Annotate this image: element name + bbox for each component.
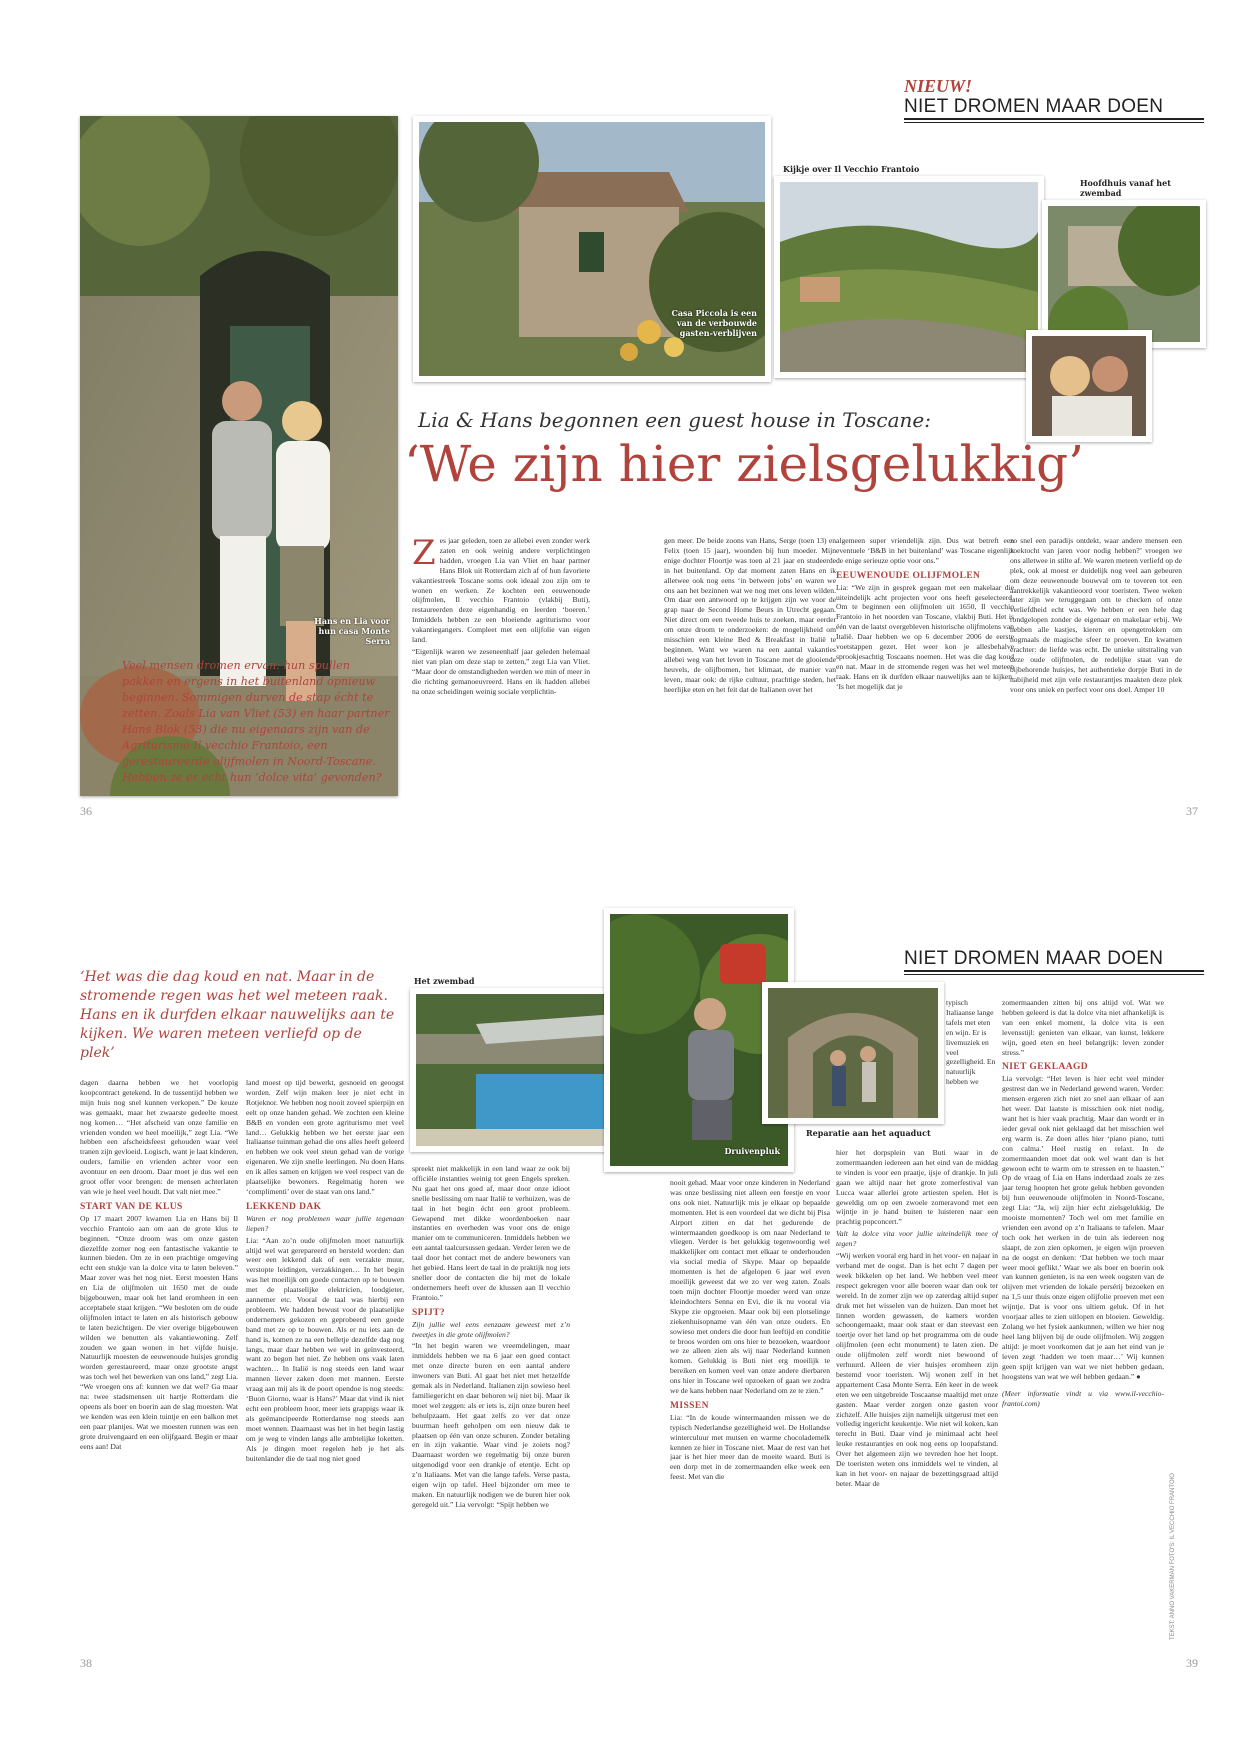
col1-text-2: “Eigenlijk waren we zeseneenhalf jaar geleden helemaal niet van plan om deze stap te zetten,” zegt Lia van Vliet. “Maar door de omstandigheden werden we min of meer in die richting gemanoeuvreerd. Hans en ik hadden allebei na onze scheidingen weinig sociale verplichtin-	[412, 646, 590, 696]
colE-text: hier het dorpsplein van Buti waar in de zomermaanden iedereen aan het eind van de middag te vinden is voor een praatje, ijsje of drankje. In juli gaan we altijd naar het grote zomerfestival van Lucca waar allerlei grote artiesten spelen. Het is geweldig om op een zwoele zomeravond met een wijntje in je hand buiten te luisteren naar een prachtig popconcert.”	[836, 1148, 998, 1227]
colD-text-2: Lia: “In de koude wintermaanden missen we de typisch Nederlandse gezelligheid wel. De Hollandse winterculuur met mutsen en warme chocolademelk kennen ze hier in Toscane niet. Maar de rest van het jaar is het hier meer dan de moeite waard. Buti is een dorp met in de zomermaanden elke week een feest. Met van die	[670, 1412, 830, 1482]
couple-toast-photo	[1026, 330, 1152, 442]
colC-text-2: “In het begin waren we vreemdelingen, maar inmiddels hebben we na 6 jaar een goed contact met onze directe buren en een aantal andere inwoners van Buti. Al gaat het niet met hetzelfde gemak als in Nederland. Italianen zijn sowieso heel familiegericht en daar behoren wij niet bij. Maar ik moet wel zeggen: als er iets is, zijn onze buren heel behulpzaam. Het gaat zelfs zo ver dat onze buurman heeft geholpen om een nieuw dak te plaatsen op één van onze schuren. Zonder betaling en in zijn vakantie. Waar vind je zoiets nog? Daarnaast worden we regelmatig bij onze buren uitgenodigd voor een drankje of etentje. Echt op z’n Italiaans. Met van die lange tafels. Verse pasta, eigen wijn op tafel. Heel bijzonder om mee te maken. En natuurlijk nodigen we de buren hier ook geregeld uit.” Lia vervolgt: “Spijt hebben we	[412, 1341, 570, 1509]
article-col-2	[664, 536, 836, 786]
caption-aqueduct: Reparatie aan het aquaduct	[806, 1128, 931, 1138]
article-col-f	[1002, 998, 1164, 1650]
view-image	[780, 182, 1038, 372]
caption-couple: Hans en Lia voor hun casa Monte Serra	[314, 616, 390, 646]
article-col-e-top	[946, 998, 996, 1148]
view-photo	[774, 176, 1044, 378]
caption-main-house: Hoofdhuis vanaf het zwembad	[1080, 178, 1171, 198]
photo-credit: TEKST: ANNO VAKERMAN FOTO'S: IL VECCHIO FRANTOIO	[1170, 1473, 1176, 1640]
colA-text-2: Op 17 maart 2007 kwamen Lia en Hans bij Il vecchio Frantoio aan om aan de grote klus te beginnen. “Onze droom was om onze gasten diezelfde zomer nog een fantastische vakantie te kunnen bieden. Om ze in een prachtige omgeving echt een stukje van la dolce vita te laten beleven.” Maar zover was het nog niet. Eerst moesten Hans en Lia de olijfmolen uit 1650 met de oude bijgebouwen, maar ook het land eromheen in een acceptabele staat krijgen. “We besloten om de oude olijfmolen intact te laten en als historisch gebouw te laten bezichtigen. De vier overige bijgebouwen wilden we benutten als vakantiewoning. Zelf zouden we gaan wonen in het vijfde huisje. Natuurlijk moesten de eeuwenoude huisjes grondig worden gerestaureerd, maar onze grootste angst was toch wel het bewerken van ons land,” zegt Lia. “We vroegen ons af: kunnen we dat wel? Ga maar na: twee stadsmensen uit hartje Rotterdam die opeens als boer en boerin aan de slag moesten. Wat we kenden was een klein tuintje en een balkon met een paar plantjes. Wat we moesten runnen was een grote druivengaard en een olijfgaard. Begin er maar eens aan! Dat	[80, 1213, 238, 1451]
article-col-d	[670, 1178, 830, 1650]
colF-text-2: Lia vervolgt: “Het leven is hier echt veel minder gestrest dan we in Nederland gewend waren. Verder: mensen ergeren zich niet zo snel aan elkaar of aan het weer. Dat laatste is misschien ook niet nodig, want het is hier vaak prachtig. Maar dan wordt er in ieder geval ook niet geklaagd dat het misschien wel erg warm is. Ze doen alles hier ‘piano piano, tutti con calma.’ Heel rustig en relaxt. In de zomermaanden moet dat ook wel want dan is het gewoon echt te warm om te stressen en te haasten.” Op de vraag of Lia en Hans inderdaad zoals ze zes jaar terug hoopten het grote geluk hebben gevonden bij hun eeuwenoude olijfmolen in Noord-Toscane, zegt Lia: “Ja, wij zijn hier echt zielsgelukkig. De mooiste momenten? Toch wel om met familie en vrienden een avond op z’n Italiaans te tafelen. Maar toch ook het werken in de tuin als iedereen nog slaapt, de zon zien opkomen, je eigen wijn proeven na de oogst en denken: ‘Dat hebben we toch maar weer mooi geflikt.’ Waar we als boer en boerin ook van kunnen genieten, is na een week oogsten van de olijven met vrienden de lokale persérij bezoeken en na 1,5 uur thuis onze eigen olijfolie proeven met een wijntje. Dat is voor ons ultiem geluk. Of in het voorjaar alles te zien uitlopen en bloeien. Geweldig. Zolang we het fysiek aankunnen, willen we hier nog heel lang blijven bij de oude olijfmolen. Wij zeggen altijd: je moet voorkomen dat je aan het eind van je leven zegt ‘hadden we toen maar…’ Wij kunnen geen spijt krijgen van wat we niet hebben gedaan, hoogstens van wat we wél hebben gedaan.” ●	[1002, 1074, 1164, 1381]
article-col-4	[1010, 536, 1182, 786]
colC-question: Zijn jullie wel eens eenzaam geweest met z’n tweetjes in die grote olijfmolen?	[412, 1319, 570, 1339]
colE-text-2: “Wij werken vooral erg hard in het voor- en najaar in verband met de oogst. Dan is het echt 7 dagen per week bikkelen op het land. We hebben veel meer respect gekregen voor alle boeren waar dan ook ter wereld. In de zomer zijn we op zaterdag altijd super druk met het wisselen van de huizen. Dan moet het linnen worden gewassen, de kamers worden schoongemaakt, maar ook staat er dan steevast een toertje over het land op het programma om de oude olijfmolen (een echt monument) te laten zien. De oude olijfmolen zelf wordt niet bewoond of verhuurd. Alleen de vier huisjes eromheen zijn bestemd voor toeristen. Wij wonen zelf in het appartement Casa Monte Serra. Eén keer in de week eten we een uitgebreide Toscaanse maaltijd met onze gasten. Maar verder zorgen onze gasten voor zichzelf. Alle huisjes zijn namelijk uitgerust met een volledig ingericht keukentje. Wie niet wil koken, kan terecht in Buti. Daar vind je minimaal acht heel leuke restaurantjes en ook nog eens op loopafstand. Over het algemeen zijn we tevreden hoe het loopt. De toeristen weten ons inmiddels wel te vinden, al kan in het voor- en najaar de bezettingsgraad altijd beter. Maar de	[836, 1251, 998, 1488]
page-number-right: 37	[1186, 804, 1198, 818]
colE-top-text: typisch Italiaanse lange tafels met eten en wijn. Er is livemuziek en veel gezelligheid. En natuurlijk hebben we	[946, 998, 996, 1087]
colD-text: nooit gehad. Maar voor onze kinderen in Nederland was onze beslissing niet alleen een feestje en voor ons ook niet. Natuurlijk mis je elkaar op bepaalde momenten. Het is een voordeel dat we dicht bij Pisa Airport zitten en dat het gedurende de wintermaanden goedkoop is om naar Nederland te vliegen. Verder is het gelukkig tegenwoordig wel makkelijker om contact met elkaar te onderhouden via social media of Skype. Maar op bepaalde momenten is het de afgelopen 6 jaar wel even moeilijk geweest dat we zo ver weg zaten. Zoals toen mijn dochter Floortje moeder werd van onze kleindochters Senna en Evi, die ik nu vooral via Skype zie opgroeien. Maar ook bij een plotselinge ziekenhuisopname van één van onze ouders. En sowieso met onders die door hun leeftijd en conditie te broos worden om ons hier te bezoeken, waardoor we ze alleen zien als wij naar Nederland kunnen komen. Gelukkig is Buti niet erg moeilijk te bereiken en komen veel van onze andere dierbaren ons hier in Toscane wel opzoeken of gaan we zodra we de kans hebben naar Nederland om ze te zien.”	[670, 1178, 830, 1396]
rubric-rule	[904, 118, 1204, 120]
couple-toast-image	[1032, 336, 1146, 436]
subhead-lekkend: LEKKEND DAK	[246, 1201, 322, 1212]
article-col-a	[80, 1078, 238, 1650]
colA-text: dagen daarna hebben we het voorlopig koopcontract getekend. In de tussentijd hebben we mijn huis nog snel kunnen verkopen.” De keuze was gemaakt, maar het zwaarste gedeelte moest nog komen… “Het afscheid van onze familie en vrienden vonden we heel moeilijk,” zegt Lia. “We hebben een afscheidsfeest gehouden waar veel tranen zijn gevloeid. Logisch, want je laat kinderen, ouders, familie en vrienden achter voor een avontuur en een droom. Daar moet je dus wel een groot offer voor brengen: de mensen achterlaten van wie je heel veel houdt. Dat valt niet mee.”	[80, 1078, 238, 1196]
col3-text-2: Lia: “We zijn in gesprek gegaan met een makelaar die uiteindelijk acht projecten voor ons heeft geselecteerd. Om te beginnen een olijfmolen uit 1650, Il vecchio Frantoio in het noorden van Toscane, vlakbij Buti. Het is één van de laatst overgebleven historische olijfmolens van Italië. Daar hebben we op 6 december 2006 de eerste voetstappen gezet. Het weer kon je allesbehalve sprookjesachtig Toscaans noemen. Het was die dag koud en nat. Maar in de stromende regen was het wel meteen raak. Hans en ik durfden elkaar nauwelijks aan te kijken. ‘Is het mogelijk dat je	[836, 582, 1014, 691]
casa-piccola-photo	[413, 116, 771, 382]
rubric-rule-2	[904, 970, 1204, 972]
rubric-title-2: NIET DROMEN MAAR DOEN	[904, 948, 1164, 969]
subhead-eeuwenoude: EEUWENOUDE OLIJFMOLEN	[836, 570, 981, 581]
main-house-image	[1048, 206, 1200, 342]
article-col-e	[836, 1148, 998, 1650]
article-col-b	[246, 1078, 404, 1650]
subhead-missen: MISSEN	[670, 1400, 709, 1411]
article-col-1	[412, 536, 590, 786]
rubric-rule-thin	[904, 122, 1204, 123]
colE-question: Valt la dolce vita voor jullie uiteindelijk mee of tegen?	[836, 1229, 998, 1249]
colC-text: spreekt niet makkelijk in een land waar ze ook bij officiële instanties weinig tot geen Engels spreken. Nu gaat het ons goed af, maar door onze idioot snelle beslissing om naar Italië te verhuizen, was de taal in het begin écht een groot probleem. Gewapend met dikke woordenboeken naar instanties en overheden was voor ons de enige manier om te communiceren. Inmiddels hebben we een aantal taalcursussen gedaan. Verder leren we de taal door het contact met de andere bewoners van het gebied. Hans leert de taal in de praktijk nog iets sneller door de contacten die hij met de lokale ondernemers heeft over de klussen aan Il vecchio Frantoio.”	[412, 1164, 570, 1302]
headline: ‘We zijn hier zielsgelukkig’	[404, 435, 1085, 493]
colF-text: zomermaanden zitten bij ons altijd vol. Wat we hebben geleerd is dat la dolce vita niet afhankelijk is van een enkel moment, la dolce vita is een levensstijl: genieten van elkaar, van kunst, lekkere wijn, goed eten en heel belangrijk: leven zonder stress.”	[1002, 998, 1164, 1057]
article-col-c	[412, 1164, 570, 1650]
col4-text: zo snel een paradijs ontdekt, waar andere mensen een zoektocht van jaren voor nodig hebben?’ vroegen we ons alletwee in stilte af. We waren meteen verliefd op de plek, ook al moest er duidelijk nog veel aan gebeuren om deze eeuwenoude bouwval om te toveren tot een aantrekkelijk vakantieoord voor toeristen. Twee weken later zijn we teruggegaan om te checken of onze verliefdheid echt was. We hebben er een hele dag rondgelopen zonder de eigenaar en makelaar erbij. We hebben alle kastjes, kieren en opengetrokken om nogmaals de magische sfeer te proeven. En kwamen erachter: de liefde was echt. De unieke uitstraling van deze oude olijfmolen, de redelijke staat van de bijbehorende huisjes, het authentieke dorpje Buti in de nabijheid met zijn vele restaurantjes maakten deze plek voor ons uniek en perfect voor ons doel. Amper 10	[1010, 536, 1182, 694]
colB-text-2: Lia: “Aan zo’n oude olijfmolen moet natuurlijk altijd wel wat gerepareerd en hersteld worden: dan weer een lekkend dak of een verzakte muur, verstopte leidingen, verzakkingen… In het begin was het moeilijk om goede contacten op te bouwen met de plaatselijke elektricien, loodgieter, aannemer etc. Vooral de taal was hierbij een probleem. We hadden bewust voor de plaatselijke ondernemers gekozen en geprobeerd een goede band met ze op te bouwen. Als er nu iets aan de hand is, komen ze na een belletje dezelfde dag nog langs, maar daar hebben we wel in geïnvesteerd, want zo begon het niet. Ze hebben ons vaak laten wachten… In Italië is nog steeds een land waar mannen liever zaken doen met mannen. Eerste vraag aan mij als ik de poort opendoe is nog steeds: ‘Buon Giorno, waar is Hans?’ Maar dat vind ik niet echt een probleem hoor, meer iets grappigs waar ik als geëmancipeerde Rotterdamse nog steeds aan moet wennen. Daarnaast was het in het begin lastig om je weg te vinden langs alle ambtelijke loketten. Als je dingen moet regelen heb je het als buitenlander die de taal nog niet goed	[246, 1235, 404, 1463]
main-house-photo	[1042, 200, 1206, 348]
colB-text: land moest op tijd bewerkt, gesnoeid en geoogst worden. Zelf wijn maken leer je niet echt in Rotjeknor. We hebben nog nooit zoveel spierpijn en eelt op onze handen gehad. We zochten een kleine B&B en vonden een grote agriturismo met veel land… Gelukkig hebben we het eerste jaar een Italiaanse tuinman gehad die ons alles heeft geleerd en hebben we ook veel steun gehad van de vorige eigenaren. We zijn snelle leerlingen. Nu doen Hans en ik alles samen en krijgen we veel respect van de plaatselijke bewoners. Regelmatig horen we ‘complimenti’ over de staat van ons land.”	[246, 1078, 404, 1196]
caption-casa-piccola: Casa Piccola is een van de verbouwde gasten-verblijven	[671, 308, 757, 338]
subhead-spijt: SPIJT?	[412, 1307, 446, 1318]
dropcap: Z	[412, 536, 436, 573]
page-number-left-2: 38	[80, 1656, 92, 1670]
aqueduct-image	[768, 988, 938, 1118]
col1-text: es jaar geleden, toen ze allebei even zonder werk zaten en ook weinig andere verplichtingen hadden, vroegen Lia van Vliet en haar partner Hans Blok uit Rotterdam zich af of hun favoriete vakantiestreek Toscane soms ook ideaal zou zijn om te wonen en werken. Ze kochten een eeuwenoude olijfmolen, Il vecchio Frantoio (vlakbij Buti), restaureerden deze eigenhandig en leerden ‘boeren.’ Inmiddels hebben ze een bloeiende agriturismo voor vakantiegangers. Compleet met een olijfolie van eigen land.	[412, 536, 590, 645]
subhead-start: START VAN DE KLUS	[80, 1201, 183, 1212]
article-col-3	[836, 536, 1014, 786]
rubric-new: NIEUW!	[904, 76, 973, 96]
page-number-left: 36	[80, 804, 92, 818]
subhead-niet-geklaagd: NIET GEKLAAGD	[1002, 1062, 1089, 1073]
pullquote: ‘Het was die dag koud en nat. Maar in de stromende regen was het wel meteen raak. Hans en ik durfden elkaar nauwelijks aan te kijken. We waren meteen verliefd op de plek’	[80, 969, 395, 1061]
caption-view: Kijkje over Il Vecchio Frantoio	[783, 164, 920, 174]
aqueduct-photo	[762, 982, 944, 1124]
rubric-title: NIET DROMEN MAAR DOEN	[904, 96, 1164, 117]
rubric-rule-thin-2	[904, 974, 1204, 975]
page-number-right-2: 39	[1186, 1656, 1198, 1670]
intro-text: Veel mensen dromen ervan: hun spullen pakken en ergens in het buitenland opnieuw beginnen. Sommigen durven de stap écht te zetten. Zoals Lia van Vliet (53) en haar partner Hans Blok (53) die nu eigenaars zijn van de Agriturismo Il vecchio Frantoio, een gerestaureerde olijfmolen in Noord-Toscane. Hebben ze er echt hun ‘dolce vita’ gevonden?	[122, 659, 390, 784]
col3-text: algemeen super vriendelijk zijn. Dus wat betreft een eventuele ‘B&B in het buitenland’ was Toscane eigenlijk de enige serieuze optie voor ons.”	[836, 536, 1014, 565]
caption-grapes: Druivenpluk	[724, 1146, 780, 1156]
more-info: (Meer informatie vindt u via www.il-vecchio-frantoi.com)	[1002, 1389, 1164, 1409]
colB-question: Waren er nog problemen waar jullie tegenaan liepen?	[246, 1213, 404, 1233]
caption-pool: Het zwembad	[414, 976, 475, 986]
col2-text: gen meer. De beide zoons van Hans, Serge (toen 13) en Felix (toen 15 jaar), woonden bij hun moeder. Mijn enige dochter Floortje was toen al 21 jaar en studeerde in het buitenland. Op dat moment zaten Hans en ik alletwee ook nog eens ‘in between jobs’ en waren we ons aan het bezinnen wat we nog met ons leven wilden. Om daar een antwoord op te krijgen zijn we voor de grap naar de Second Home Beurs in Utrecht gegaan. Niet direct om een tweede huis te zoeken, maar eerder om onze droom te onderzoeken: de mogelijkheid om misschien een kleine Bed & Breakfast in Italië te beginnen. Want we waren na een aantal vakanties allebei weg van het leven in Toscane met de glooiende heuvels, de olijfbomen, het klimaat, de manier van leven, maar ook: de rijke cultuur, prachtige steden, het heerlijke eten en het feit dat de Italianen over het	[664, 536, 836, 694]
kicker: Lia & Hans begonnen een guest house in Toscane:	[418, 408, 931, 432]
